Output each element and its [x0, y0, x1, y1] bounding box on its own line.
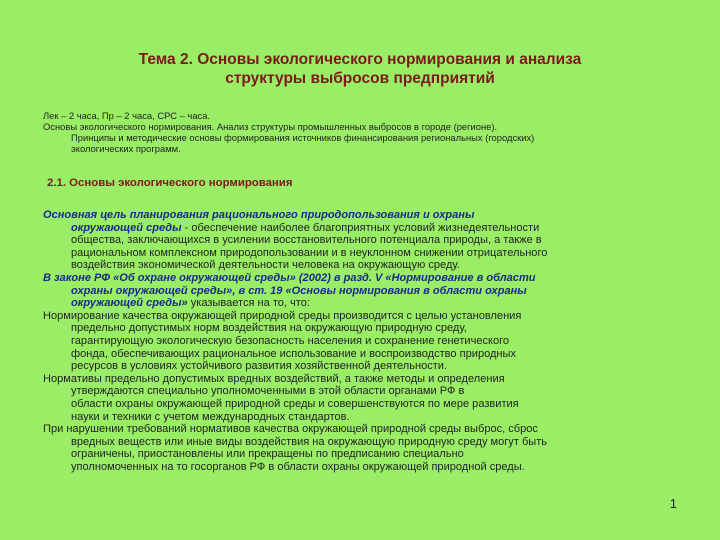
title-line-2: структуры выбросов предприятий — [225, 70, 495, 87]
paragraph-violations — [43, 423, 688, 473]
slide-title — [80, 50, 640, 88]
norm-line-5: ресурсов в условиях устойчивого развития хозяйственной деятельности. — [71, 360, 448, 373]
title-line-1: Тема 2. Основы экологического нормирования и анализа — [138, 51, 582, 68]
norm-line-1: Нормирование качества окружающей природной среды производится с целью установления — [43, 309, 522, 322]
goal-emphasis-1: Основная цель планирования рационального природопользования и охраны — [43, 209, 475, 221]
goal-text-2: общества, заключающихся в усилении восстановительного потенциала природы, а также в — [71, 234, 542, 247]
meta-topics-cont-2: экологических программ. — [71, 143, 181, 154]
paragraph-law — [43, 272, 688, 310]
law-emphasis-2: охраны окружающей среды», в ст. 19 «Основы нормирования в области охраны — [71, 284, 527, 297]
meta-hours: Лек – 2 часа, Пр – 2 часа, СРС – часа. — [43, 110, 211, 121]
norm-line-2: предельно допустимых норм воздействия на окружающую природную среду, — [71, 322, 467, 335]
viol-line-3: ограничены, приостановлены или прекращены по предписанию специально — [71, 448, 464, 461]
viol-line-4: уполномоченных на то госорганов РФ в области охраны окружающей природной среды. — [71, 460, 525, 473]
goal-emphasis-2: окружающей среды — [71, 221, 182, 234]
law-text: указывается на то, что: — [187, 297, 310, 310]
std-line-3: области охраны окружающей природной среды и совершенствуются по мере развития — [71, 397, 519, 410]
std-line-1: Нормативы предельно допустимых вредных воздействий, а также методы и определения — [43, 372, 505, 385]
page-number: 1 — [669, 496, 677, 511]
section-heading: 2.1. Основы экологического нормирования — [47, 177, 293, 189]
meta-topics: Основы экологического нормирования. Анализ структуры промышленных выбросов в городе (регионе). — [43, 121, 498, 132]
std-line-2: утверждаются специально уполномоченными в этой области органами РФ в — [71, 385, 465, 398]
paragraph-standards — [43, 373, 688, 423]
viol-line-1: При нарушении требований нормативов качества окружающей природной среды выброс, сброс — [43, 423, 538, 436]
norm-line-3: гарантирующую экологическую безопасность населения и сохранение генетического — [71, 334, 510, 347]
goal-text-1: - обеспечение наиболее благоприятных условий жизнедеятельности — [181, 221, 540, 234]
goal-text-4: воздействия экономической деятельности человека на окружающую среду. — [71, 259, 460, 272]
slide-body — [43, 209, 688, 473]
meta-topics-cont-1: Принципы и методические основы формирования источников финансирования региональных (городских) — [71, 132, 535, 143]
paragraph-normalization — [43, 310, 688, 373]
viol-line-2: вредных веществ или иные виды воздействия на окружающую природную среду могут быть — [71, 435, 548, 448]
paragraph-goal — [43, 209, 688, 272]
law-emphasis-3: окружающей среды» — [71, 297, 188, 310]
goal-text-3: рациональном комплексном природопользовании и в неуклонном снижении отрицательного — [71, 246, 548, 259]
course-meta — [43, 110, 683, 154]
norm-line-4: фонда, обеспечивающих рациональное использование и воспроизводство природных — [71, 347, 516, 360]
law-emphasis-1: В законе РФ «Об охране окружающей среды» (2002) в разд. V «Нормирование в области — [43, 271, 536, 284]
std-line-4: науки и техники с учетом международных стандартов. — [71, 410, 350, 423]
